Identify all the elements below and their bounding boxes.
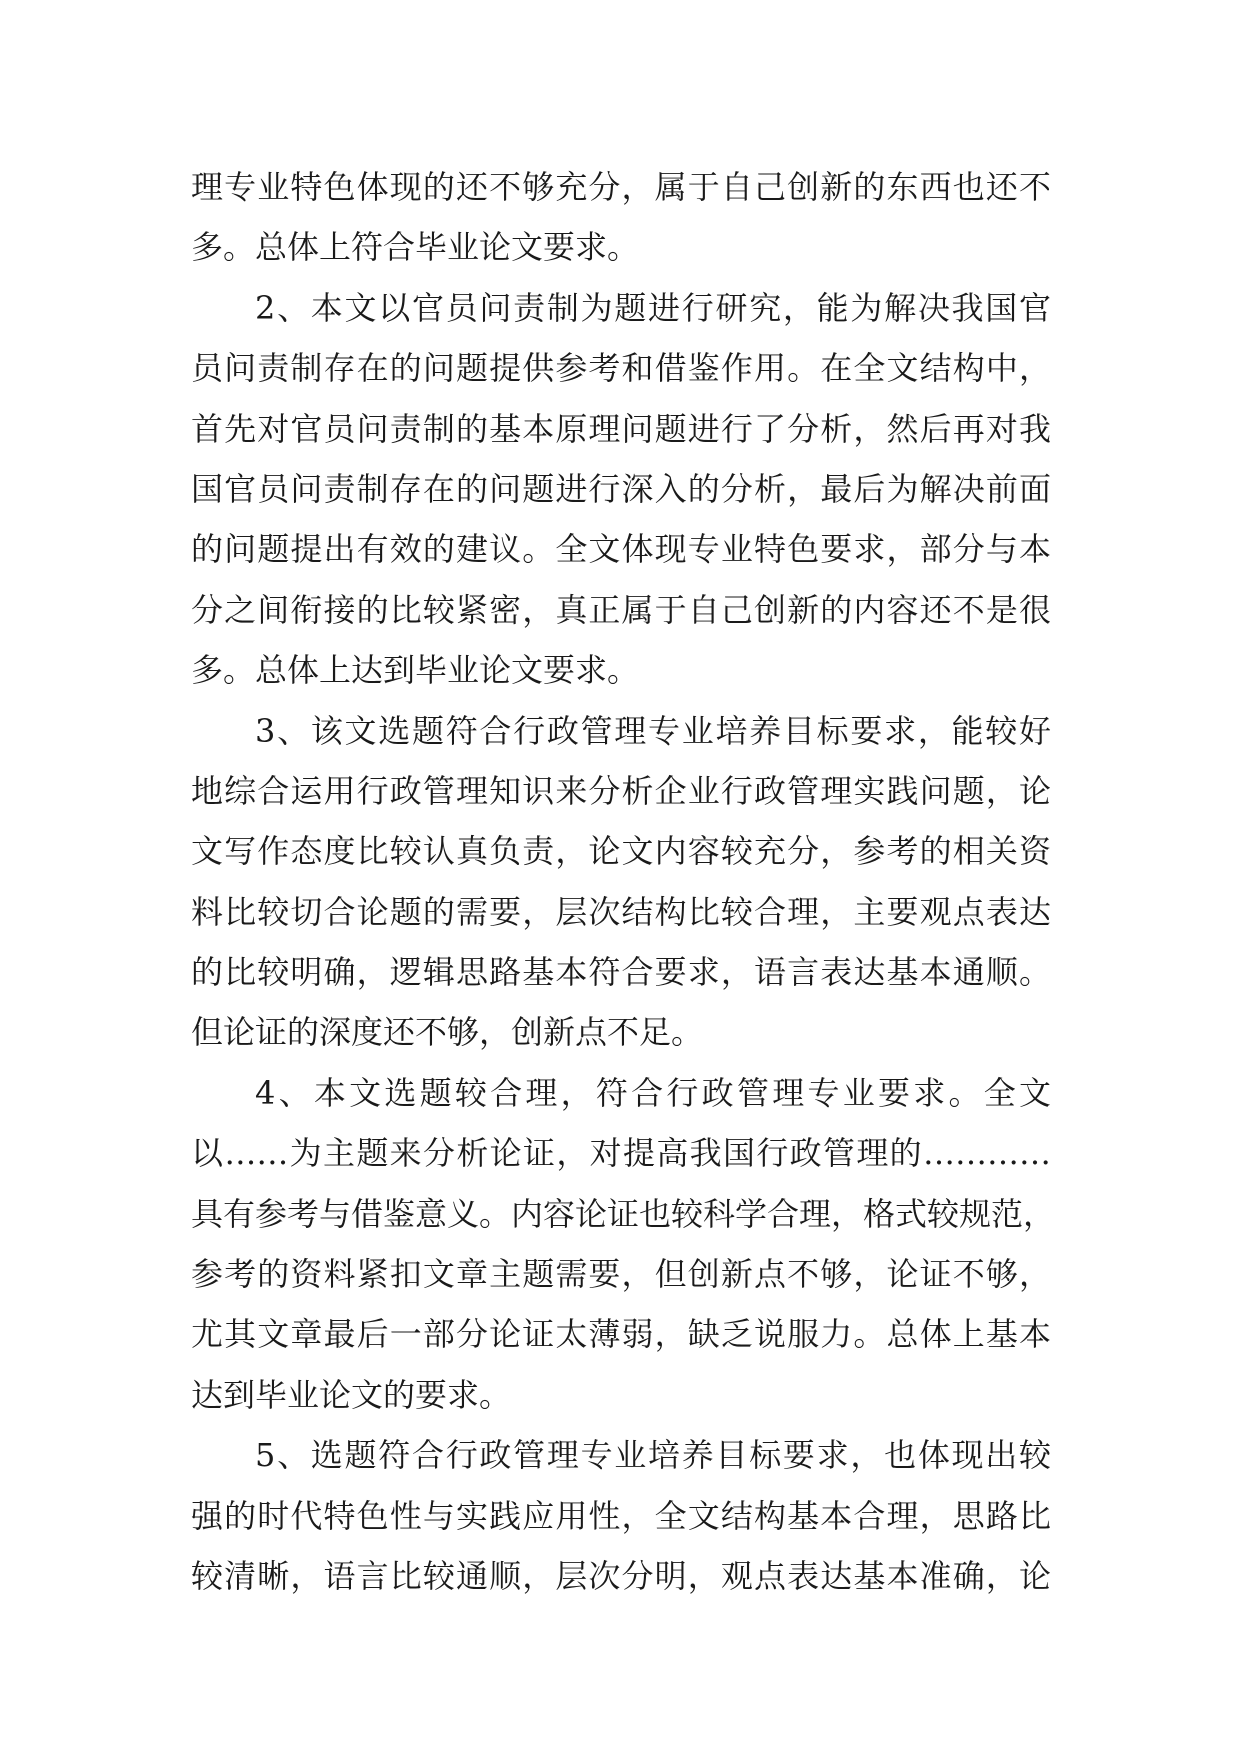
text-line: 的问题提出有效的建议。全文体现专业特色要求，部分与本 xyxy=(191,530,1051,569)
text-line: 首先对官员问责制的基本原理问题进行了分析，然后再对我 xyxy=(191,409,1051,448)
text-line: 国官员问责制存在的问题进行深入的分析，最后为解决前面 xyxy=(191,469,1051,508)
paragraph-4 xyxy=(191,1063,1056,1425)
text-line: 4、本文选题较合理，符合行政管理专业要求。全文 xyxy=(255,1073,1051,1112)
text-line: 5、选题符合行政管理专业培养目标要求，也体现出较 xyxy=(255,1436,1051,1475)
paragraph-5 xyxy=(191,1425,1051,1606)
text-line: 3、该文选题符合行政管理专业培养目标要求，能较好 xyxy=(255,711,1051,750)
text-line: 文写作态度比较认真负责，论文内容较充分，参考的相关资 xyxy=(191,832,1051,871)
text-line: 强的时代特色性与实践应用性，全文结构基本合理，思路比 xyxy=(191,1496,1051,1535)
text-line: 较清晰，语言比较通顺，层次分明，观点表达基本准确，论 xyxy=(191,1556,1051,1595)
text-line: 员问责制存在的问题提供参考和借鉴作用。在全文结构中， xyxy=(191,349,1051,388)
text-line: 分之间衔接的比较紧密，真正属于自己创新的内容还不是很 xyxy=(191,590,1051,629)
text-line: 参考的资料紧扣文章主题需要，但创新点不够，论证不够， xyxy=(191,1255,1051,1294)
text-line: 多。总体上达到毕业论文要求。 xyxy=(191,651,640,690)
text-line: 地综合运用行政管理知识来分析企业行政管理实践问题，论 xyxy=(191,771,1051,810)
paragraph-1 xyxy=(191,157,1051,278)
text-line: 2、本文以官员问责制为题进行研究，能为解决我国官 xyxy=(255,288,1051,327)
text-line: 达到毕业论文的要求。 xyxy=(191,1375,512,1414)
text-line: 理专业特色体现的还不够充分，属于自己创新的东西也还不 xyxy=(191,168,1051,206)
text-line: 但论证的深度还不够，创新点不足。 xyxy=(191,1013,704,1052)
paragraph-2 xyxy=(191,278,1051,701)
text-line: 的比较明确，逻辑思路基本符合要求，语言表达基本通顺。 xyxy=(191,953,1051,992)
text-line: 料比较切合论题的需要，层次结构比较合理，主要观点表达 xyxy=(191,892,1051,931)
paragraph-3 xyxy=(191,701,1051,1063)
text-line: 尤其文章最后一部分论证太薄弱，缺乏说服力。总体上基本 xyxy=(191,1315,1051,1354)
text-line: 以……为主题来分析论证，对提高我国行政管理的………… xyxy=(191,1134,1051,1173)
document-body xyxy=(191,157,1056,1606)
text-line: 多。总体上符合毕业论文要求。 xyxy=(191,228,640,267)
text-line: 具有参考与借鉴意义。内容论证也较科学合理，格式较规范， xyxy=(191,1194,1056,1233)
